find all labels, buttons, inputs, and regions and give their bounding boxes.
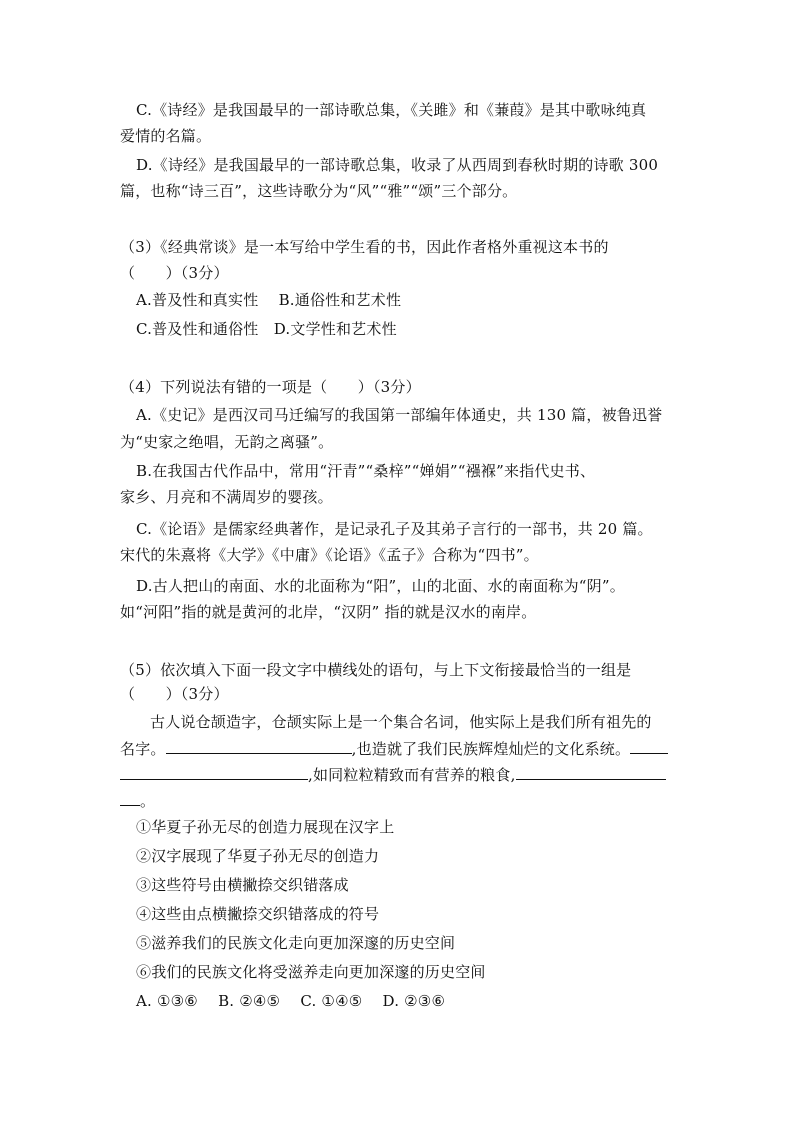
fill-blank-3-end bbox=[120, 790, 140, 806]
q2-option-c-line2: 爱情的名篇。 bbox=[120, 127, 212, 145]
q4-option-c-line1: C.《论语》是儒家经典著作，是记录孔子及其弟子言行的一部书，共 20 篇。 bbox=[136, 520, 653, 538]
fill-blank-2-end bbox=[120, 764, 308, 780]
q4-option-d-line2: 如“河阳”指的就是黄河的北岸，“汉阴” 指的就是汉水的南岸。 bbox=[120, 603, 537, 621]
q4-stem: （4）下列说法有错的一项是（ ）（3分） bbox=[120, 378, 421, 396]
fill-blank-3-start bbox=[516, 764, 666, 780]
q5-passage-line2-end: ,也造就了我们民族辉煌灿烂的文化系统。 bbox=[351, 740, 631, 758]
q5-item-4: ④这些由点横撇捺交织错落成的符号 bbox=[136, 905, 380, 923]
fill-blank-1 bbox=[166, 738, 352, 754]
q3-options-line1: A.普及性和真实性 B.通俗性和艺术性 bbox=[136, 291, 402, 309]
q5-passage-line3-text: ,如同粒粒精致而有营养的粮食, bbox=[308, 766, 516, 784]
q4-option-d-line1: D.古人把山的南面、水的北面称为“阳”，山的北面、水的南面称为“阴”。 bbox=[136, 577, 625, 595]
q5-passage-line1: 古人说仓颉造字，仓颉实际上是一个集合名词，他实际上是我们所有祖先的 bbox=[150, 713, 652, 731]
q2-option-d-line1: D.《诗经》是我国最早的一部诗歌总集，收录了从西周到春秋时期的诗歌 300 bbox=[136, 156, 659, 174]
q5-stem-line1: （5）依次填入下面一段文字中横线处的语句，与上下文衔接最恰当的一组是 bbox=[120, 661, 632, 679]
q3-stem-line2: （ ）（3分） bbox=[120, 264, 229, 282]
q5-passage-line4-text: 。 bbox=[140, 792, 156, 810]
fill-blank-2-start bbox=[630, 738, 668, 754]
q5-item-2: ②汉字展现了华夏子孙无尽的创造力 bbox=[136, 847, 380, 865]
q3-options-line2: C.普及性和通俗性 D.文学性和艺术性 bbox=[136, 320, 397, 338]
q5-passage-line3 bbox=[120, 764, 666, 785]
q5-item-1: ①华夏子孙无尽的创造力展现在汉字上 bbox=[136, 818, 395, 836]
q5-stem-line2: （ ）（3分） bbox=[120, 685, 229, 703]
q4-option-c-line2: 宋代的朱熹将《大学》《中庸》《论语》《孟子》合称为“四书”。 bbox=[120, 546, 539, 564]
q2-option-c-line1: C.《诗经》是我国最早的一部诗歌总集，《关雎》和《蒹葭》是其中歌咏纯真 bbox=[136, 101, 647, 119]
q4-option-b-line2: 家乡、月亮和不满周岁的婴孩。 bbox=[120, 488, 333, 506]
q3-stem-line1: （3）《经典常谈》是一本写给中学生看的书，因此作者格外重视这本书的 bbox=[120, 238, 609, 256]
q4-option-a-line1: A.《史记》是西汉司马迁编写的我国第一部编年体通史，共 130 篇，被鲁迅誉 bbox=[136, 406, 663, 424]
q5-item-5: ⑤滋养我们的民族文化走向更加深邃的历史空间 bbox=[136, 934, 456, 952]
q5-passage-line4 bbox=[120, 790, 155, 811]
q4-option-a-line2: 为“史家之绝唱，无韵之离骚”。 bbox=[120, 433, 334, 451]
q4-option-b-line1: B.在我国古代作品中，常用“汗青”“桑梓”“婵娟”“襁褓”来指代史书、 bbox=[136, 462, 596, 480]
q5-passage-line2 bbox=[120, 738, 668, 759]
q5-item-3: ③这些符号由横撇捺交织错落成 bbox=[136, 876, 349, 894]
q5-answer-options: A. ①③⑥ B. ②④⑤ C. ①④⑤ D. ②③⑥ bbox=[136, 992, 446, 1010]
q5-item-6: ⑥我们的民族文化将受滋养走向更加深邃的历史空间 bbox=[136, 963, 486, 981]
q2-option-d-line2: 篇，也称“诗三百”，这些诗歌分为“风”“雅”“颂”三个部分。 bbox=[120, 182, 518, 200]
q5-passage-line2-start: 名字。 bbox=[120, 740, 166, 758]
